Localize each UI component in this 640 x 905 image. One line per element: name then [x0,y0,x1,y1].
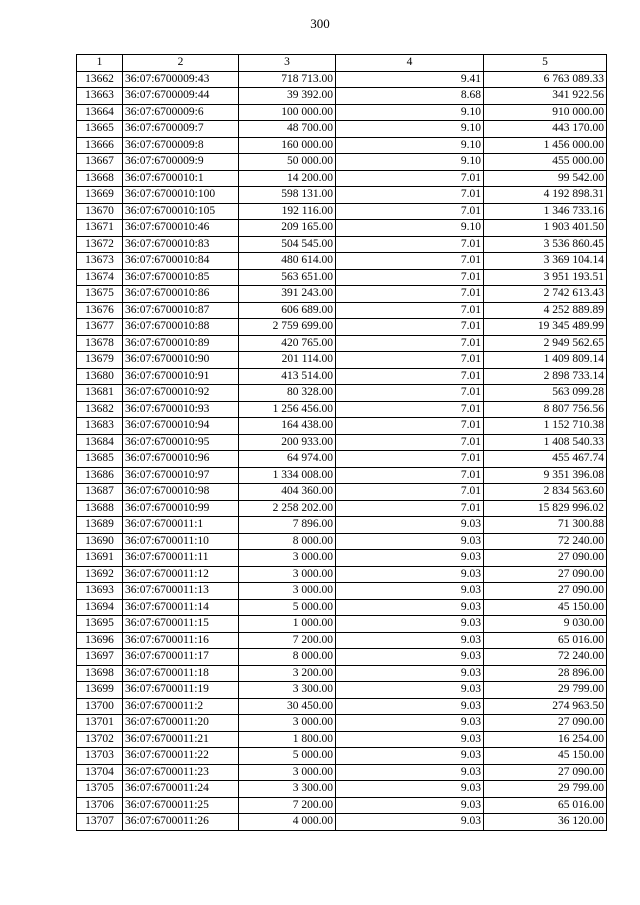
cadastral-number-cell: 36:07:6700011:23 [123,764,239,781]
cadastral-number-cell: 36:07:6700010:90 [123,352,239,369]
area-cell: 3 300.00 [239,781,336,798]
rate-cell: 9.03 [336,731,484,748]
area-cell: 5 000.00 [239,599,336,616]
value-cell: 455 467.74 [484,451,607,468]
table-row [77,797,607,814]
row-number-cell: 13671 [77,220,123,237]
rate-cell: 9.03 [336,599,484,616]
row-number-cell: 13663 [77,88,123,105]
area-cell: 160 000.00 [239,137,336,154]
rate-cell: 9.03 [336,533,484,550]
table-row [77,715,607,732]
rate-cell: 9.03 [336,550,484,567]
table-row [77,269,607,286]
table-row [77,599,607,616]
row-number-cell: 13668 [77,170,123,187]
row-number-cell: 13694 [77,599,123,616]
rate-cell: 7.01 [336,319,484,336]
cadastral-number-cell: 36:07:6700009:43 [123,71,239,88]
table-row [77,236,607,253]
table-row [77,434,607,451]
cadastral-number-cell: 36:07:6700009:9 [123,154,239,171]
row-number-cell: 13697 [77,649,123,666]
cadastral-number-cell: 36:07:6700010:94 [123,418,239,435]
cadastral-number-cell: 36:07:6700010:88 [123,319,239,336]
table-row [77,566,607,583]
row-number-cell: 13677 [77,319,123,336]
area-cell: 1 334 008.00 [239,467,336,484]
value-cell: 1 409 809.14 [484,352,607,369]
value-cell: 1 456 000.00 [484,137,607,154]
row-number-cell: 13706 [77,797,123,814]
table-row [77,187,607,204]
cadastral-number-cell: 36:07:6700010:93 [123,401,239,418]
row-number-cell: 13676 [77,302,123,319]
rate-cell: 7.01 [336,269,484,286]
value-cell: 2 898 733.14 [484,368,607,385]
area-cell: 1 000.00 [239,616,336,633]
row-number-cell: 13678 [77,335,123,352]
rate-cell: 7.01 [336,484,484,501]
cadastral-number-cell: 36:07:6700009:7 [123,121,239,138]
rate-cell: 7.01 [336,368,484,385]
area-cell: 504 545.00 [239,236,336,253]
table-row [77,71,607,88]
row-number-cell: 13700 [77,698,123,715]
value-cell: 99 542.00 [484,170,607,187]
area-cell: 209 165.00 [239,220,336,237]
row-number-cell: 13681 [77,385,123,402]
rate-cell: 7.01 [336,236,484,253]
area-cell: 100 000.00 [239,104,336,121]
table-row [77,533,607,550]
value-cell: 6 763 089.33 [484,71,607,88]
row-number-cell: 13679 [77,352,123,369]
cadastral-number-cell: 36:07:6700010:97 [123,467,239,484]
area-cell: 50 000.00 [239,154,336,171]
rate-cell: 7.01 [336,467,484,484]
row-number-cell: 13674 [77,269,123,286]
value-cell: 72 240.00 [484,533,607,550]
table-header-row [77,55,607,72]
cadastral-number-cell: 36:07:6700010:86 [123,286,239,303]
cadastral-number-cell: 36:07:6700010:85 [123,269,239,286]
row-number-cell: 13695 [77,616,123,633]
rate-cell: 7.01 [336,434,484,451]
value-cell: 15 829 996.02 [484,500,607,517]
table-row [77,517,607,534]
area-cell: 80 328.00 [239,385,336,402]
cadastral-number-cell: 36:07:6700010:96 [123,451,239,468]
row-number-cell: 13684 [77,434,123,451]
area-cell: 192 116.00 [239,203,336,220]
rate-cell: 9.03 [336,682,484,699]
cadastral-number-cell: 36:07:6700011:15 [123,616,239,633]
rate-cell: 7.01 [336,170,484,187]
rate-cell: 9.03 [336,715,484,732]
cadastral-number-cell: 36:07:6700011:25 [123,797,239,814]
value-cell: 2 742 613.43 [484,286,607,303]
cadastral-number-cell: 36:07:6700011:21 [123,731,239,748]
table-row [77,682,607,699]
rate-cell: 9.10 [336,137,484,154]
area-cell: 598 131.00 [239,187,336,204]
table-row [77,385,607,402]
table-row [77,583,607,600]
area-cell: 164 438.00 [239,418,336,435]
area-cell: 2 759 699.00 [239,319,336,336]
cadastral-number-cell: 36:07:6700011:26 [123,814,239,831]
cadastral-number-cell: 36:07:6700009:44 [123,88,239,105]
table-row [77,616,607,633]
rate-cell: 9.03 [336,748,484,765]
rate-cell: 7.01 [336,451,484,468]
value-cell: 9 030.00 [484,616,607,633]
cadastral-number-cell: 36:07:6700011:11 [123,550,239,567]
value-cell: 8 807 756.56 [484,401,607,418]
cadastral-number-cell: 36:07:6700011:13 [123,583,239,600]
table-row [77,401,607,418]
row-number-cell: 13686 [77,467,123,484]
area-cell: 1 256 456.00 [239,401,336,418]
area-cell: 413 514.00 [239,368,336,385]
value-cell: 65 016.00 [484,797,607,814]
table-row [77,484,607,501]
rate-cell: 9.03 [336,698,484,715]
rate-cell: 9.41 [336,71,484,88]
row-number-cell: 13667 [77,154,123,171]
column-header-5: 5 [484,55,607,72]
value-cell: 27 090.00 [484,715,607,732]
cadastral-number-cell: 36:07:6700010:105 [123,203,239,220]
table-row [77,698,607,715]
value-cell: 45 150.00 [484,748,607,765]
table-row [77,731,607,748]
table-row [77,781,607,798]
row-number-cell: 13707 [77,814,123,831]
row-number-cell: 13664 [77,104,123,121]
table-row [77,121,607,138]
rate-cell: 7.01 [336,401,484,418]
value-cell: 9 351 396.08 [484,467,607,484]
table-row [77,500,607,517]
area-cell: 14 200.00 [239,170,336,187]
area-cell: 3 000.00 [239,583,336,600]
value-cell: 1 346 733.16 [484,203,607,220]
table-row [77,170,607,187]
table-row [77,467,607,484]
area-cell: 480 614.00 [239,253,336,270]
area-cell: 2 258 202.00 [239,500,336,517]
area-cell: 391 243.00 [239,286,336,303]
value-cell: 29 799.00 [484,682,607,699]
cadastral-number-cell: 36:07:6700011:22 [123,748,239,765]
row-number-cell: 13670 [77,203,123,220]
area-cell: 64 974.00 [239,451,336,468]
value-cell: 16 254.00 [484,731,607,748]
column-header-4: 4 [336,55,484,72]
rate-cell: 9.03 [336,583,484,600]
row-number-cell: 13698 [77,665,123,682]
table-row [77,253,607,270]
cadastral-number-cell: 36:07:6700010:1 [123,170,239,187]
rate-cell: 9.03 [336,632,484,649]
table-row [77,220,607,237]
value-cell: 341 922.56 [484,88,607,105]
row-number-cell: 13688 [77,500,123,517]
row-number-cell: 13703 [77,748,123,765]
table-body [77,71,607,830]
cadastral-number-cell: 36:07:6700011:19 [123,682,239,699]
rate-cell: 9.03 [336,649,484,666]
rate-cell: 7.01 [336,187,484,204]
value-cell: 27 090.00 [484,566,607,583]
value-cell: 36 120.00 [484,814,607,831]
table-row [77,665,607,682]
cadastral-number-cell: 36:07:6700010:99 [123,500,239,517]
rate-cell: 9.10 [336,154,484,171]
cadastral-number-cell: 36:07:6700011:14 [123,599,239,616]
table-row [77,368,607,385]
value-cell: 19 345 489.99 [484,319,607,336]
area-cell: 39 392.00 [239,88,336,105]
table-row [77,137,607,154]
value-cell: 45 150.00 [484,599,607,616]
value-cell: 71 300.88 [484,517,607,534]
table-row [77,154,607,171]
table-row [77,286,607,303]
rate-cell: 7.01 [336,286,484,303]
row-number-cell: 13665 [77,121,123,138]
row-number-cell: 13690 [77,533,123,550]
rate-cell: 9.10 [336,220,484,237]
area-cell: 404 360.00 [239,484,336,501]
table-row [77,748,607,765]
row-number-cell: 13666 [77,137,123,154]
table-row [77,352,607,369]
value-cell: 274 963.50 [484,698,607,715]
cadastral-number-cell: 36:07:6700010:100 [123,187,239,204]
area-cell: 1 800.00 [239,731,336,748]
row-number-cell: 13682 [77,401,123,418]
area-cell: 3 000.00 [239,715,336,732]
area-cell: 606 689.00 [239,302,336,319]
value-cell: 27 090.00 [484,583,607,600]
cadastral-number-cell: 36:07:6700011:20 [123,715,239,732]
row-number-cell: 13693 [77,583,123,600]
value-cell: 4 192 898.31 [484,187,607,204]
rate-cell: 7.01 [336,335,484,352]
table-row [77,451,607,468]
table-row [77,88,607,105]
cadastral-number-cell: 36:07:6700010:92 [123,385,239,402]
value-cell: 2 949 562.65 [484,335,607,352]
area-cell: 30 450.00 [239,698,336,715]
value-cell: 4 252 889.89 [484,302,607,319]
value-cell: 27 090.00 [484,550,607,567]
column-header-3: 3 [239,55,336,72]
value-cell: 29 799.00 [484,781,607,798]
value-cell: 455 000.00 [484,154,607,171]
rate-cell: 9.03 [336,797,484,814]
cadastral-number-cell: 36:07:6700011:16 [123,632,239,649]
rate-cell: 9.03 [336,517,484,534]
cadastral-number-cell: 36:07:6700010:95 [123,434,239,451]
area-cell: 4 000.00 [239,814,336,831]
rate-cell: 9.03 [336,616,484,633]
row-number-cell: 13705 [77,781,123,798]
row-number-cell: 13702 [77,731,123,748]
table-row [77,203,607,220]
value-cell: 72 240.00 [484,649,607,666]
value-cell: 2 834 563.60 [484,484,607,501]
cadastral-number-cell: 36:07:6700010:46 [123,220,239,237]
row-number-cell: 13662 [77,71,123,88]
cadastral-number-cell: 36:07:6700011:1 [123,517,239,534]
area-cell: 8 000.00 [239,533,336,550]
rate-cell: 8.68 [336,88,484,105]
cadastral-number-cell: 36:07:6700010:89 [123,335,239,352]
row-number-cell: 13699 [77,682,123,699]
area-cell: 3 000.00 [239,550,336,567]
cadastral-number-cell: 36:07:6700009:8 [123,137,239,154]
rate-cell: 7.01 [336,500,484,517]
table-row [77,319,607,336]
value-cell: 65 016.00 [484,632,607,649]
cadastral-number-cell: 36:07:6700011:18 [123,665,239,682]
area-cell: 563 651.00 [239,269,336,286]
row-number-cell: 13687 [77,484,123,501]
row-number-cell: 13696 [77,632,123,649]
area-cell: 420 765.00 [239,335,336,352]
row-number-cell: 13704 [77,764,123,781]
table-row [77,649,607,666]
area-cell: 48 700.00 [239,121,336,138]
value-cell: 1 903 401.50 [484,220,607,237]
area-cell: 7 896.00 [239,517,336,534]
table-row [77,814,607,831]
value-cell: 3 536 860.45 [484,236,607,253]
table-row [77,764,607,781]
row-number-cell: 13680 [77,368,123,385]
row-number-cell: 13701 [77,715,123,732]
table-row [77,335,607,352]
rate-cell: 9.03 [336,814,484,831]
table-row [77,104,607,121]
rate-cell: 9.03 [336,781,484,798]
row-number-cell: 13675 [77,286,123,303]
rate-cell: 7.01 [336,385,484,402]
area-cell: 200 933.00 [239,434,336,451]
cadastral-number-cell: 36:07:6700010:83 [123,236,239,253]
area-cell: 7 200.00 [239,632,336,649]
rate-cell: 7.01 [336,418,484,435]
value-cell: 28 896.00 [484,665,607,682]
row-number-cell: 13672 [77,236,123,253]
row-number-cell: 13673 [77,253,123,270]
rate-cell: 9.10 [336,104,484,121]
cadastral-number-cell: 36:07:6700011:24 [123,781,239,798]
rate-cell: 9.03 [336,764,484,781]
cadastral-number-cell: 36:07:6700009:6 [123,104,239,121]
value-cell: 1 408 540.33 [484,434,607,451]
table-row [77,418,607,435]
row-number-cell: 13683 [77,418,123,435]
cadastral-number-cell: 36:07:6700011:10 [123,533,239,550]
row-number-cell: 13685 [77,451,123,468]
table-row [77,302,607,319]
cadastral-value-table [76,54,607,831]
cadastral-number-cell: 36:07:6700011:2 [123,698,239,715]
table-row [77,632,607,649]
area-cell: 3 000.00 [239,566,336,583]
rate-cell: 7.01 [336,352,484,369]
rate-cell: 9.03 [336,566,484,583]
area-cell: 8 000.00 [239,649,336,666]
area-cell: 201 114.00 [239,352,336,369]
cadastral-number-cell: 36:07:6700010:98 [123,484,239,501]
rate-cell: 7.01 [336,302,484,319]
column-header-1: 1 [77,55,123,72]
table-row [77,550,607,567]
row-number-cell: 13669 [77,187,123,204]
row-number-cell: 13692 [77,566,123,583]
cadastral-number-cell: 36:07:6700010:87 [123,302,239,319]
rate-cell: 7.01 [336,253,484,270]
page-number: 300 [310,16,330,31]
value-cell: 27 090.00 [484,764,607,781]
area-cell: 3 000.00 [239,764,336,781]
row-number-cell: 13689 [77,517,123,534]
rate-cell: 9.10 [336,121,484,138]
rate-cell: 7.01 [336,203,484,220]
cadastral-number-cell: 36:07:6700010:84 [123,253,239,270]
area-cell: 7 200.00 [239,797,336,814]
cadastral-number-cell: 36:07:6700011:17 [123,649,239,666]
value-cell: 563 099.28 [484,385,607,402]
cadastral-number-cell: 36:07:6700010:91 [123,368,239,385]
cadastral-number-cell: 36:07:6700011:12 [123,566,239,583]
value-cell: 3 369 104.14 [484,253,607,270]
value-cell: 443 170.00 [484,121,607,138]
value-cell: 1 152 710.38 [484,418,607,435]
row-number-cell: 13691 [77,550,123,567]
value-cell: 910 000.00 [484,104,607,121]
area-cell: 3 300.00 [239,682,336,699]
area-cell: 3 200.00 [239,665,336,682]
rate-cell: 9.03 [336,665,484,682]
value-cell: 3 951 193.51 [484,269,607,286]
column-header-2: 2 [123,55,239,72]
area-cell: 5 000.00 [239,748,336,765]
area-cell: 718 713.00 [239,71,336,88]
